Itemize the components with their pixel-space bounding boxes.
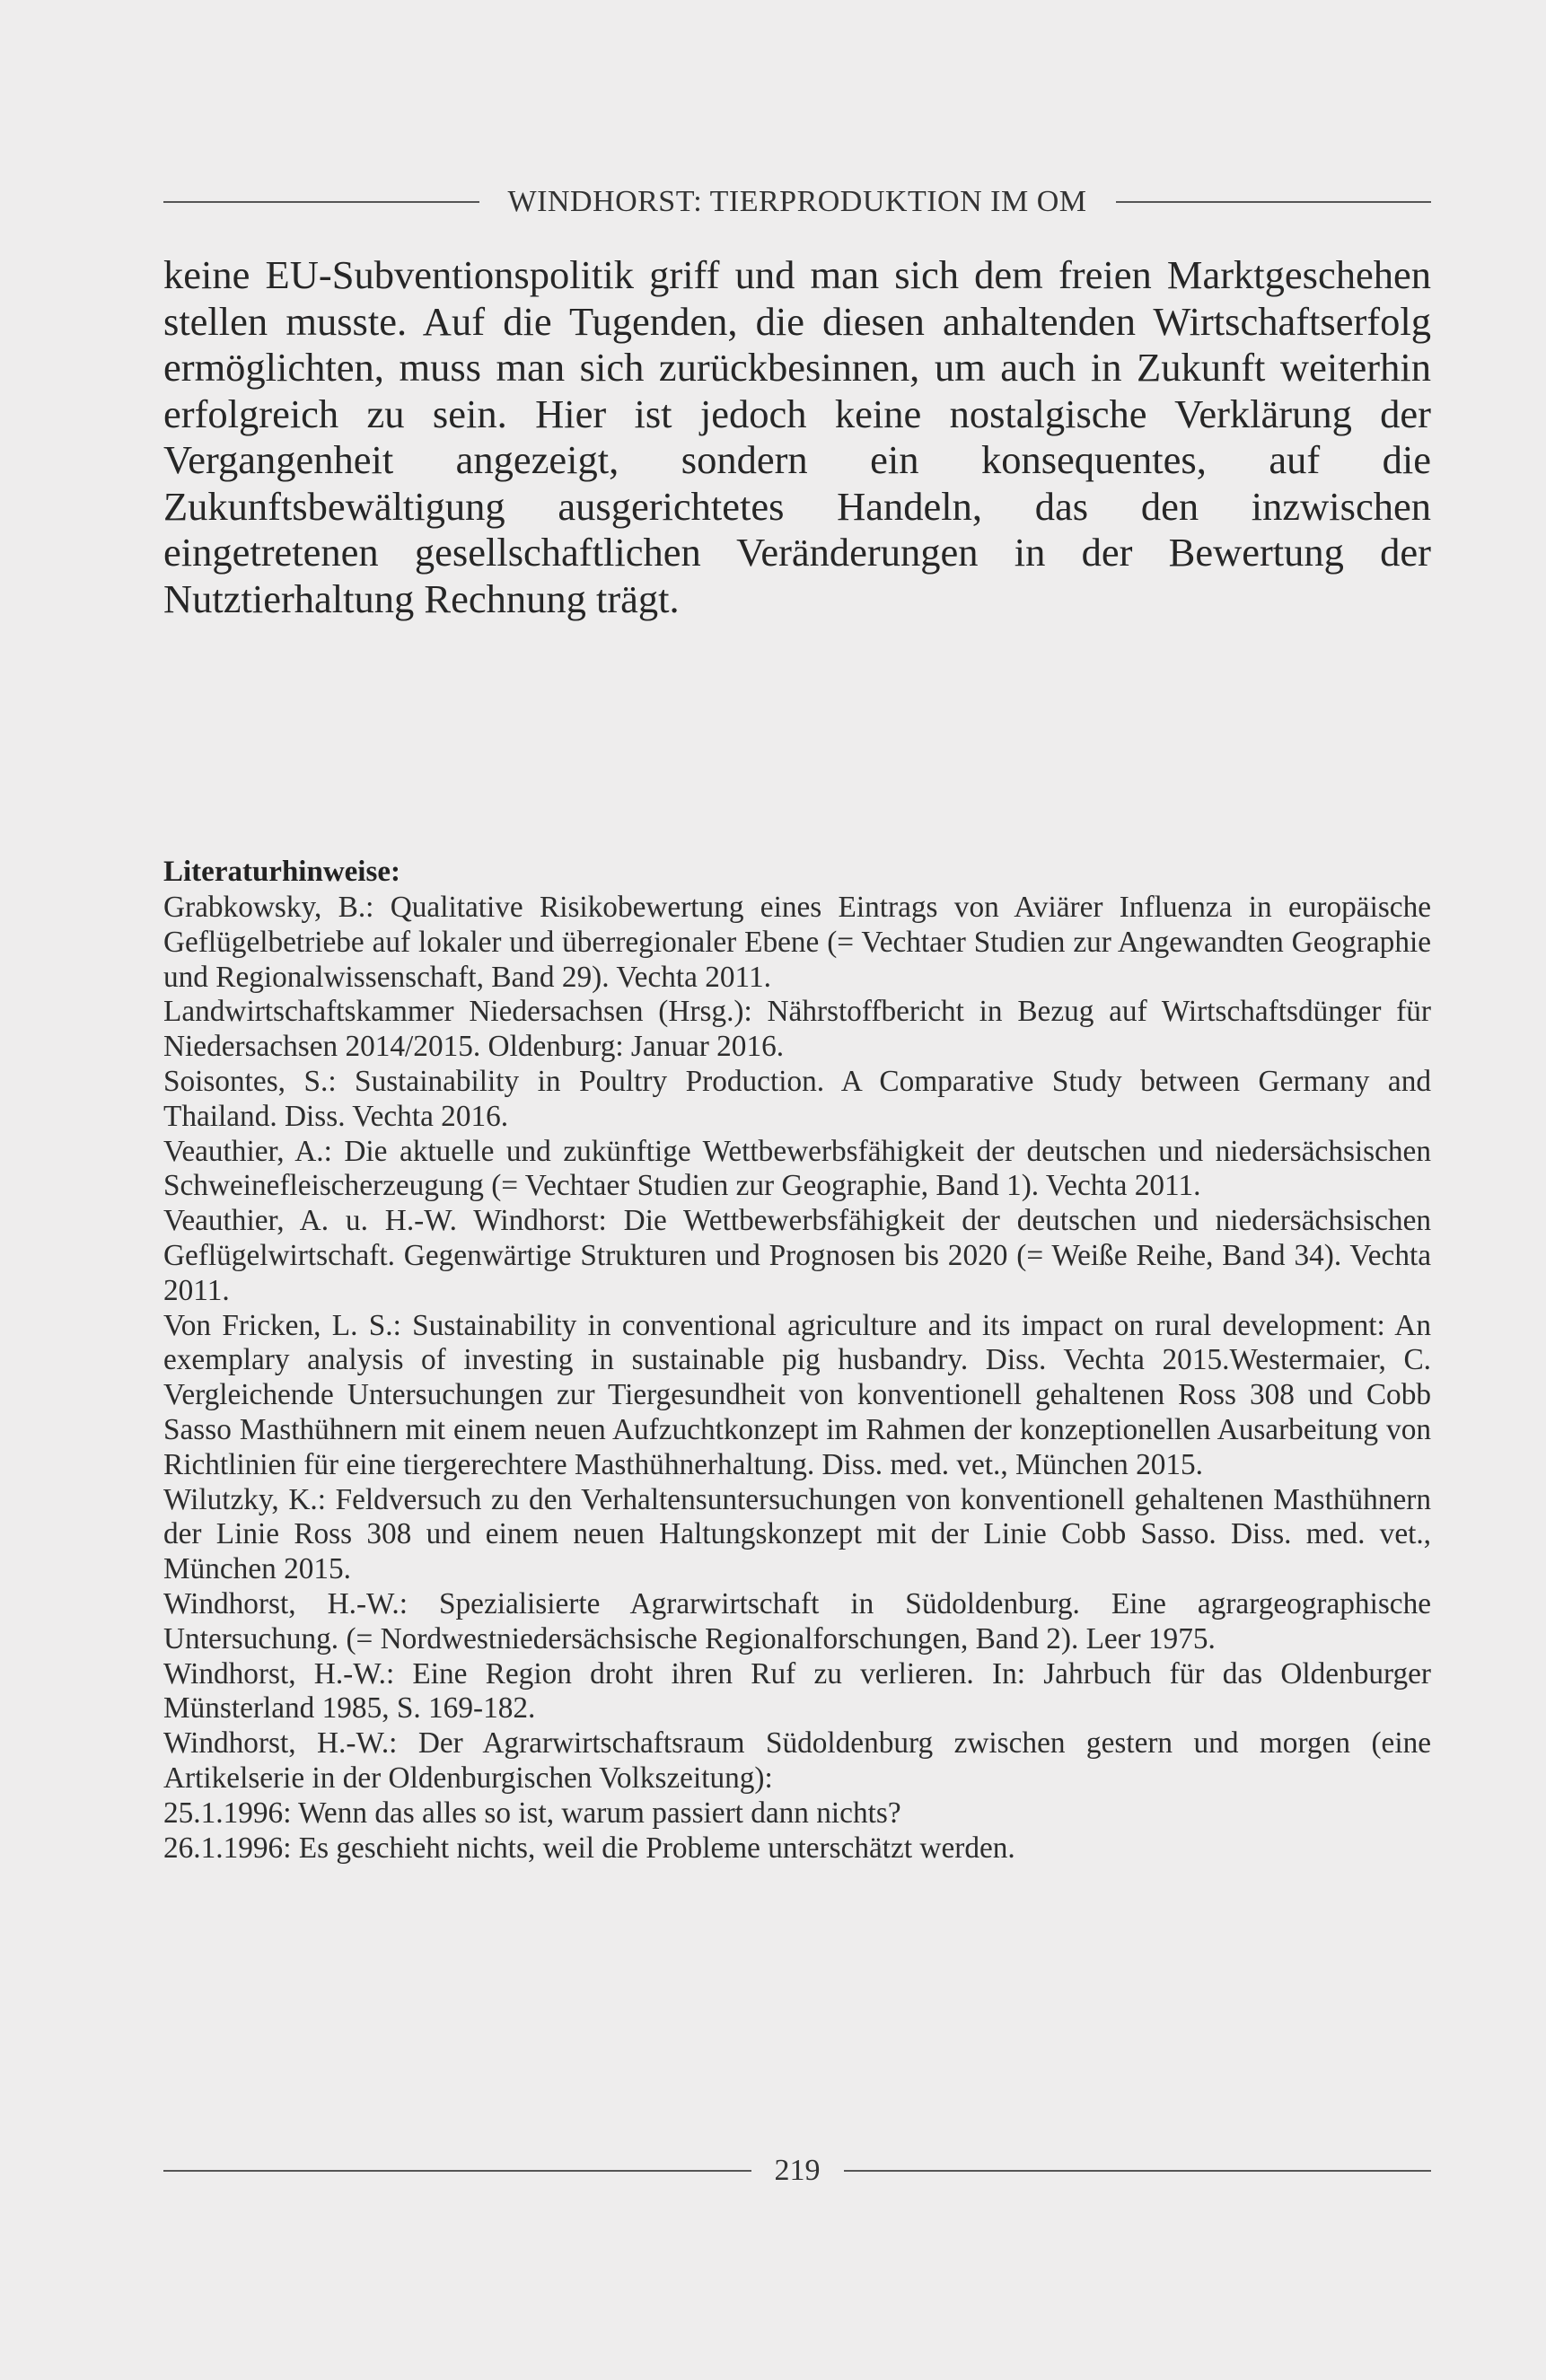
references-section bbox=[163, 853, 1431, 1866]
running-header bbox=[163, 180, 1431, 224]
reference-item: 26.1.1996: Es geschieht nichts, weil die Probleme unterschätzt werden. bbox=[163, 1831, 1015, 1865]
running-title: WINDHORST: TIERPRODUKTION IM OM bbox=[507, 185, 1087, 218]
reference-item: Veauthier, A. u. H.-W. Windhorst: Die Wettbewerbsfähigkeit der deutschen und niedersächsischen Geflügelwirtschaft. Gegenwärtige Strukturen und Prognosen bis 2020 (= Weiße Reihe, Band 34). Vechta 2011. bbox=[163, 1204, 1431, 1307]
reference-item: Grabkowsky, B.: Qualitative Risikobewertung eines Eintrags von Aviärer Influenza in europäische Geflügelbetriebe auf lokaler und überregionaler Ebene (= Vechtaer Studien zur Angewandten Geographie und Regionalwissenschaft, Band 29). Vechta 2011. bbox=[163, 891, 1431, 994]
footer-rule-right bbox=[844, 2170, 1432, 2172]
reference-item: Von Fricken, L. S.: Sustainability in conventional agriculture and its impact on rural development: An exemplary analysis of investing in sustainable pig husbandry. Diss. Vechta 2015.Westermaier, C. Vergleichende Untersuchungen zur Tiergesundheit von konventionell gehaltenen Ross 308 und Cobb Sasso Masthühnern mit einem neuen Aufzuchtkonzept im Rahmen der konzeptionellen Ausarbeitung von Richtlinien für eine tiergerechtere Masthühnerhaltung. Diss. med. vet., München 2015. bbox=[163, 1308, 1431, 1481]
references-heading: Literaturhinweise: bbox=[163, 856, 400, 888]
reference-item: Landwirtschaftskammer Niedersachsen (Hrsg.): Nährstoffbericht in Bezug auf Wirtschaftsdünger für Niedersachsen 2014/2015. Oldenburg: Januar 2016. bbox=[163, 995, 1431, 1064]
reference-item: Soisontes, S.: Sustainability in Poultry Production. A Comparative Study between Germany and Thailand. Diss. Vechta 2016. bbox=[163, 1064, 1431, 1133]
reference-item: Windhorst, H.-W.: Eine Region droht ihren Ruf zu verlieren. In: Jahrbuch für das Oldenburger Münsterland 1985, S. 169-182. bbox=[163, 1656, 1431, 1726]
footer-rule-left bbox=[163, 2170, 751, 2172]
reference-item: Veauthier, A.: Die aktuelle und zukünftige Wettbewerbsfähigkeit der deutschen und niedersächsischen Schweinefleischerzeugung (= Vechtaer Studien zur Geographie, Band 1). Vechta 2011. bbox=[163, 1134, 1431, 1203]
reference-item: Wilutzky, K.: Feldversuch zu den Verhaltensuntersuchungen von konventionell gehaltenen Masthühnern der Linie Ross 308 und einem neuen Haltungskonzept mit der Linie Cobb Sasso. Diss. med. vet., München 2015. bbox=[163, 1482, 1431, 1586]
reference-item: 25.1.1996: Wenn das alles so ist, warum passiert dann nichts? bbox=[163, 1796, 901, 1830]
reference-item: Windhorst, H.-W.: Spezialisierte Agrarwirtschaft in Südoldenburg. Eine agrargeographische Untersuchung. (= Nordwestniedersächsische Regionalforschungen, Band 2). Leer 1975. bbox=[163, 1586, 1431, 1655]
reference-item: Windhorst, H.-W.: Der Agrarwirtschaftsraum Südoldenburg zwischen gestern und morgen (eine Artikelserie in der Oldenburgischen Volkszeitung): bbox=[163, 1726, 1431, 1795]
page-number: 219 bbox=[774, 2154, 821, 2187]
header-rule-right bbox=[1116, 201, 1432, 203]
header-rule-left bbox=[163, 201, 479, 203]
references-list bbox=[163, 891, 1431, 1866]
body-paragraph: keine EU-Subventionspolitik griff und man sich dem freien Marktgeschehen stellen musste. Auf die Tugenden, die diesen anhaltenden Wirtschaftserfolg ermöglichten, muss man sich zurückbesinnen, um auch in Zukunft weiterhin erfolgreich zu sein. Hier ist jedoch keine nostalgische Verklärung der Vergangenheit angezeigt, sondern ein konsequentes, auf die Zukunftsbewältigung ausgerichtetes Handeln, das den inzwischen eingetretenen gesellschaftlichen Veränderungen in der Bewertung der Nutztierhaltung Rechnung trägt. bbox=[163, 252, 1431, 621]
page-footer bbox=[163, 2153, 1431, 2189]
